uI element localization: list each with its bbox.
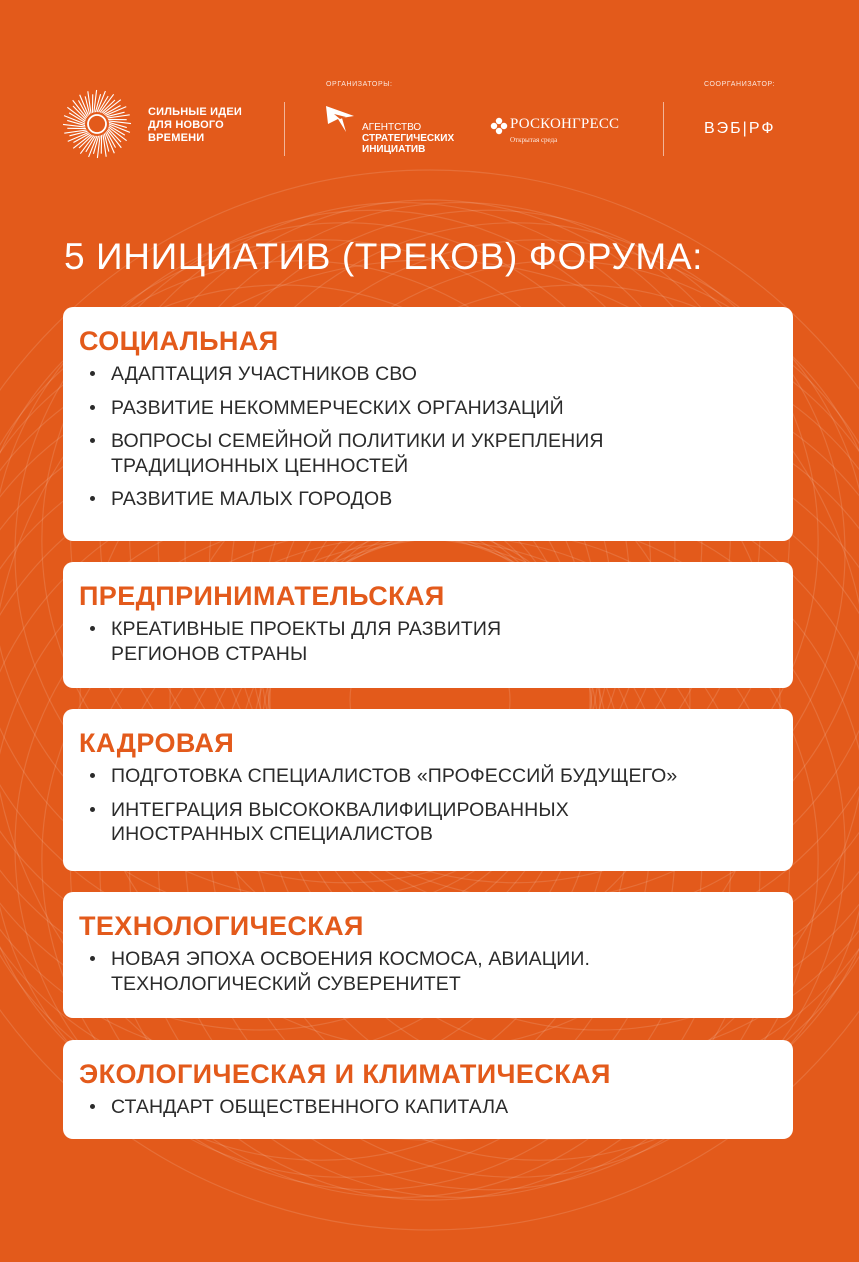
list-item: [79, 764, 777, 789]
list-item: [79, 947, 777, 996]
list-item-text: ВОПРОСЫ СЕМЕЙНОЙ ПОЛИТИКИ И УКРЕПЛЕНИЯ: [111, 430, 604, 452]
bullet-icon: [90, 626, 95, 631]
list-item-text: РАЗВИТИЕ НЕКОММЕРЧЕСКИХ ОРГАНИЗАЦИЙ: [111, 396, 564, 419]
asi-name: [362, 122, 454, 155]
track-title: КАДРОВАЯ: [79, 728, 235, 758]
bullet-icon: [90, 807, 95, 812]
list-item: [79, 1095, 777, 1120]
list-item-text: АДАПТАЦИЯ УЧАСТНИКОВ СВО: [111, 363, 418, 385]
list-item-text: ТРАДИЦИОННЫХ ЦЕННОСТЕЙ: [111, 454, 409, 477]
roscongress-logo: [490, 116, 660, 156]
asi-arrow-logo-icon: [324, 102, 358, 134]
coorganizer-label: СООРГАНИЗАТОР:: [704, 81, 776, 88]
header: [60, 80, 799, 170]
organizers-label: ОРГАНИЗАТОРЫ:: [326, 81, 393, 88]
list-item: [79, 617, 777, 666]
list-item-text: ПОДГОТОВКА СПЕЦИАЛИСТОВ «ПРОФЕССИЙ БУДУЩЕГО»: [111, 765, 678, 787]
asi-line: ИНИЦИАТИВ: [362, 144, 426, 155]
brand-line: СИЛЬНЫЕ ИДЕИ: [148, 106, 242, 118]
track-card-ecological: [63, 1040, 793, 1139]
asi-logo: [324, 102, 474, 162]
bullet-icon: [90, 371, 95, 376]
veb-logo: ВЭБ|РФ: [704, 120, 776, 137]
forum-brand-name: [148, 106, 278, 145]
track-card-entrepreneurial: [63, 562, 793, 688]
bullet-icon: [90, 496, 95, 501]
track-card-technological: [63, 892, 793, 1018]
header-divider: [284, 102, 285, 156]
track-card-personnel: [63, 709, 793, 871]
list-item-text: РАЗВИТИЕ МАЛЫХ ГОРОДОВ: [111, 488, 393, 510]
asi-line: АГЕНТСТВО: [362, 122, 422, 133]
roscongress-subtitle: Открытая среда: [510, 136, 558, 144]
list-item-text: СТАНДАРТ ОБЩЕСТВЕННОГО КАПИТАЛА: [111, 1096, 509, 1118]
brand-line: ДЛЯ НОВОГО: [148, 119, 224, 131]
list-item-text: НОВАЯ ЭПОХА ОСВОЕНИЯ КОСМОСА, АВИАЦИИ.: [111, 948, 591, 970]
list-item-text: ИНОСТРАННЫХ СПЕЦИАЛИСТОВ: [111, 823, 434, 845]
track-items: [79, 764, 777, 847]
track-title: ТЕХНОЛОГИЧЕСКАЯ: [79, 911, 364, 941]
list-item: [79, 429, 777, 478]
track-title: ЭКОЛОГИЧЕСКАЯ И КЛИМАТИЧЕСКАЯ: [79, 1059, 611, 1089]
list-item: [79, 487, 777, 512]
track-items: [79, 947, 777, 996]
track-items: [79, 362, 777, 512]
track-title: ПРЕДПРИНИМАТЕЛЬСКАЯ: [79, 581, 445, 611]
list-item-text: ИНТЕГРАЦИЯ ВЫСОКОКВАЛИФИЦИРОВАННЫХ: [111, 798, 569, 821]
list-item: [79, 396, 777, 421]
list-item-text: КРЕАТИВНЫЕ ПРОЕКТЫ ДЛЯ РАЗВИТИЯ: [111, 618, 502, 640]
asi-line: СТРАТЕГИЧЕСКИХ: [362, 133, 455, 144]
sun-rays-logo-icon: [60, 87, 134, 161]
list-item-text: РЕГИОНОВ СТРАНЫ: [111, 642, 308, 665]
brand-line: ВРЕМЕНИ: [148, 132, 205, 144]
bullet-icon: [90, 956, 95, 961]
track-title: СОЦИАЛЬНАЯ: [79, 326, 279, 356]
header-divider: [663, 102, 664, 156]
bullet-icon: [90, 773, 95, 778]
track-card-social: [63, 307, 793, 541]
bullet-icon: [90, 438, 95, 443]
list-item: [79, 798, 777, 847]
bullet-icon: [90, 1104, 95, 1109]
roscongress-name: РОСКОНГРЕСС: [510, 116, 620, 132]
bullet-icon: [90, 405, 95, 410]
list-item: [79, 362, 777, 387]
track-items: [79, 617, 777, 666]
page-title: 5 ИНИЦИАТИВ (ТРЕКОВ) ФОРУМА:: [64, 236, 704, 277]
roscongress-flower-logo-icon: [490, 117, 508, 135]
track-items: [79, 1095, 777, 1120]
list-item-text: ТЕХНОЛОГИЧЕСКИЙ СУВЕРЕНИТЕТ: [111, 972, 461, 995]
